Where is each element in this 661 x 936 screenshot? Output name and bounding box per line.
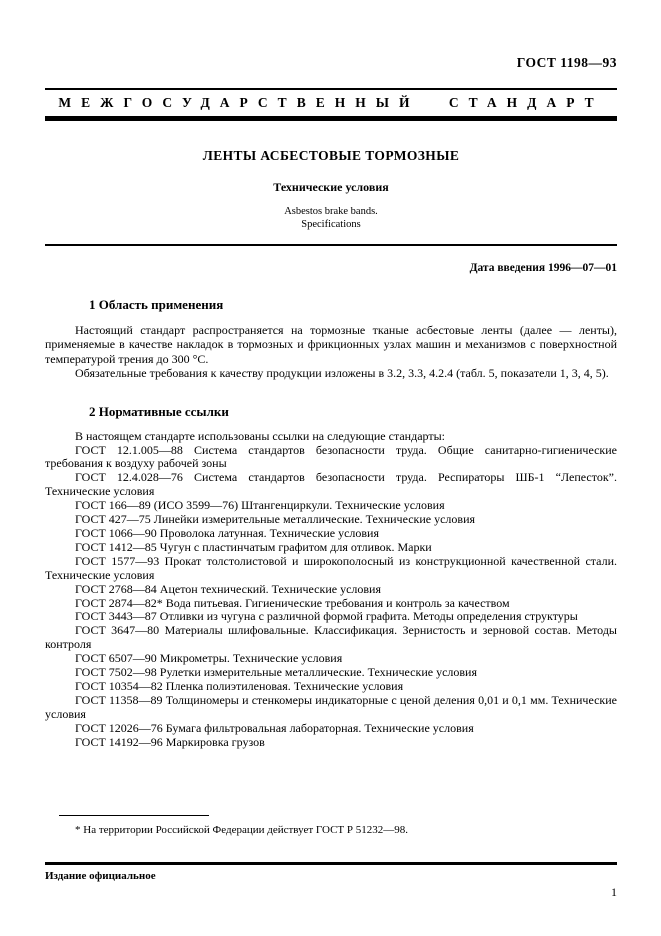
- reference-item: ГОСТ 3443—87 Отливки из чугуна с различной формой графита. Методы определения структуры: [75, 609, 578, 624]
- footnote-text: * На территории Российской Федерации действует ГОСТ Р 51232—98.: [75, 824, 409, 836]
- reference-item: ГОСТ 14192—96 Маркировка грузов: [75, 734, 265, 749]
- page-number: 1: [611, 885, 617, 899]
- reference-item: ГОСТ 2874—82* Вода питьевая. Гигиенические требования и контроль за качеством: [75, 595, 510, 610]
- references-intro: В настоящем стандарте использованы ссылки на следующие стандарты:: [75, 428, 446, 443]
- effective-date: Дата введения 1996—07—01: [469, 262, 617, 274]
- section-heading-references: 2 Нормативные ссылки: [89, 403, 229, 419]
- footer-rule: [45, 862, 617, 865]
- reference-item: ГОСТ 12.4.028—76 Система стандартов безопасности труда. Респираторы ШБ-1 “Лепесток”. Технические условия: [45, 470, 617, 499]
- reference-item: ГОСТ 427—75 Линейки измерительные металлические. Технические условия: [75, 512, 476, 527]
- reference-item: ГОСТ 12026—76 Бумага фильтровальная лабораторная. Технические условия: [75, 720, 474, 735]
- footnote-rule: [59, 815, 209, 816]
- references-list: [45, 444, 617, 750]
- reference-item: ГОСТ 2768—84 Ацетон технический. Технические условия: [75, 581, 381, 596]
- scope-paragraph: Настоящий стандарт распространяется на тормозные тканые асбестовые ленты (далее — ленты), применяемые в качестве накладок в тормозных и фрикционных узлах машин и механизмов с поверхностной температурой трения до 300 °С.: [45, 323, 617, 366]
- doc-number: ГОСТ 1198—93: [516, 55, 617, 70]
- document-title-english: [45, 205, 617, 231]
- reference-item: ГОСТ 12.1.005—88 Система стандартов безопасности труда. Общие санитарно-гигиенические требования к воздуху рабочей зоны: [45, 442, 617, 471]
- page-footer: [45, 862, 617, 900]
- footnote-area: [45, 815, 617, 836]
- reference-item: ГОСТ 3647—80 Материалы шлифовальные. Классификация. Зернистость и зерновой состав. Методы контроля: [45, 623, 617, 652]
- title-divider-rule: [45, 244, 617, 246]
- reference-item: ГОСТ 7502—98 Рулетки измерительные металлические. Технические условия: [75, 665, 477, 680]
- reference-item: ГОСТ 6507—90 Микрометры. Технические условия: [75, 651, 343, 666]
- reference-item: ГОСТ 10354—82 Пленка полиэтиленовая. Технические условия: [75, 678, 404, 693]
- document-title: ЛЕНТЫ АСБЕСТОВЫЕ ТОРМОЗНЫЕ: [202, 148, 460, 163]
- reference-item: ГОСТ 1577—93 Прокат толстолистовой и широкополосный из конструкционной качественной стали. Технические условия: [45, 553, 617, 582]
- title-en-line1: Asbestos brake bands.: [284, 206, 378, 217]
- banner-text: МЕЖГОСУДАРСТВЕННЫЙ СТАНДАРТ: [58, 95, 604, 110]
- standard-banner: [45, 88, 617, 121]
- section-heading-scope: 1 Область применения: [89, 297, 224, 312]
- document-subtitle: Технические условия: [273, 180, 389, 194]
- reference-item: ГОСТ 1412—85 Чугун с пластинчатым графитом для отливок. Марки: [75, 539, 432, 554]
- reference-item: ГОСТ 166—89 (ИСО 3599—76) Штангенциркули. Технические условия: [75, 498, 445, 513]
- scope-paragraph: Обязательные требования к качеству продукции изложены в 3.2, 3.3, 4.2.4 (табл. 5, показатели 1, 3, 4, 5).: [75, 366, 609, 381]
- title-en-line2: Specifications: [301, 219, 361, 230]
- edition-label: Издание официальное: [45, 870, 156, 882]
- reference-item: ГОСТ 11358—89 Толщиномеры и стенкомеры индикаторные с ценой деления 0,01 и 0,1 мм. Технические условия: [45, 692, 617, 721]
- reference-item: ГОСТ 1066—90 Проволока латунная. Технические условия: [75, 525, 379, 540]
